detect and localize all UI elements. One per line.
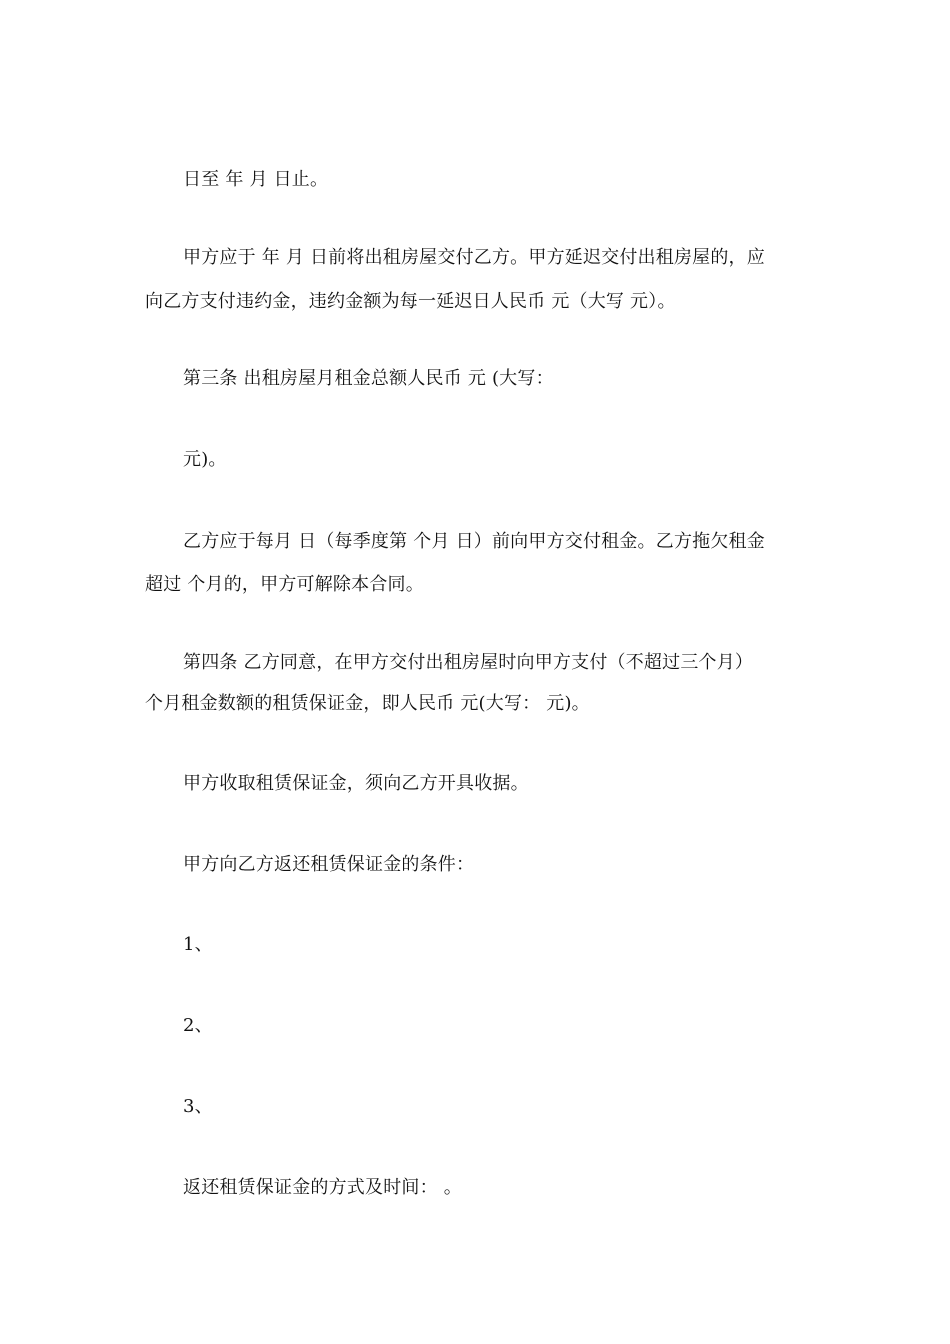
text-line-article-3: 第三条 出租房屋月租金总额人民币 元 (大写：: [183, 368, 554, 389]
list-item-2: 2、: [183, 1015, 213, 1036]
text-line-article-3-cont: 元)。: [183, 449, 227, 470]
list-item-1: 1、: [183, 934, 213, 955]
text-line-rent-payment-2: 超过 个月的，甲方可解除本合同。: [145, 574, 424, 595]
text-line-return-method: 返还租赁保证金的方式及时间： 。: [183, 1177, 462, 1198]
text-line-article-4-2: 个月租金数额的租赁保证金，即人民币 元(大写： 元)。: [145, 693, 590, 714]
text-line-return-conditions: 甲方向乙方返还租赁保证金的条件：: [183, 854, 475, 875]
text-line-rent-payment-1: 乙方应于每月 日（每季度第 个月 日）前向甲方交付租金。乙方拖欠租金: [183, 531, 765, 552]
text-line-delivery-2: 向乙方支付违约金，违约金额为每一延迟日人民币 元（大写 元）。: [145, 291, 676, 312]
text-line-receipt: 甲方收取租赁保证金，须向乙方开具收据。: [183, 773, 529, 794]
text-line-delivery-1: 甲方应于 年 月 日前将出租房屋交付乙方。甲方延迟交付出租房屋的，应: [183, 247, 765, 268]
list-item-3: 3、: [183, 1096, 213, 1117]
text-line-period-end: 日至 年 月 日止。: [183, 169, 329, 190]
text-line-article-4-1: 第四条 乙方同意，在甲方交付出租房屋时向甲方支付（不超过三个月）: [183, 652, 754, 673]
